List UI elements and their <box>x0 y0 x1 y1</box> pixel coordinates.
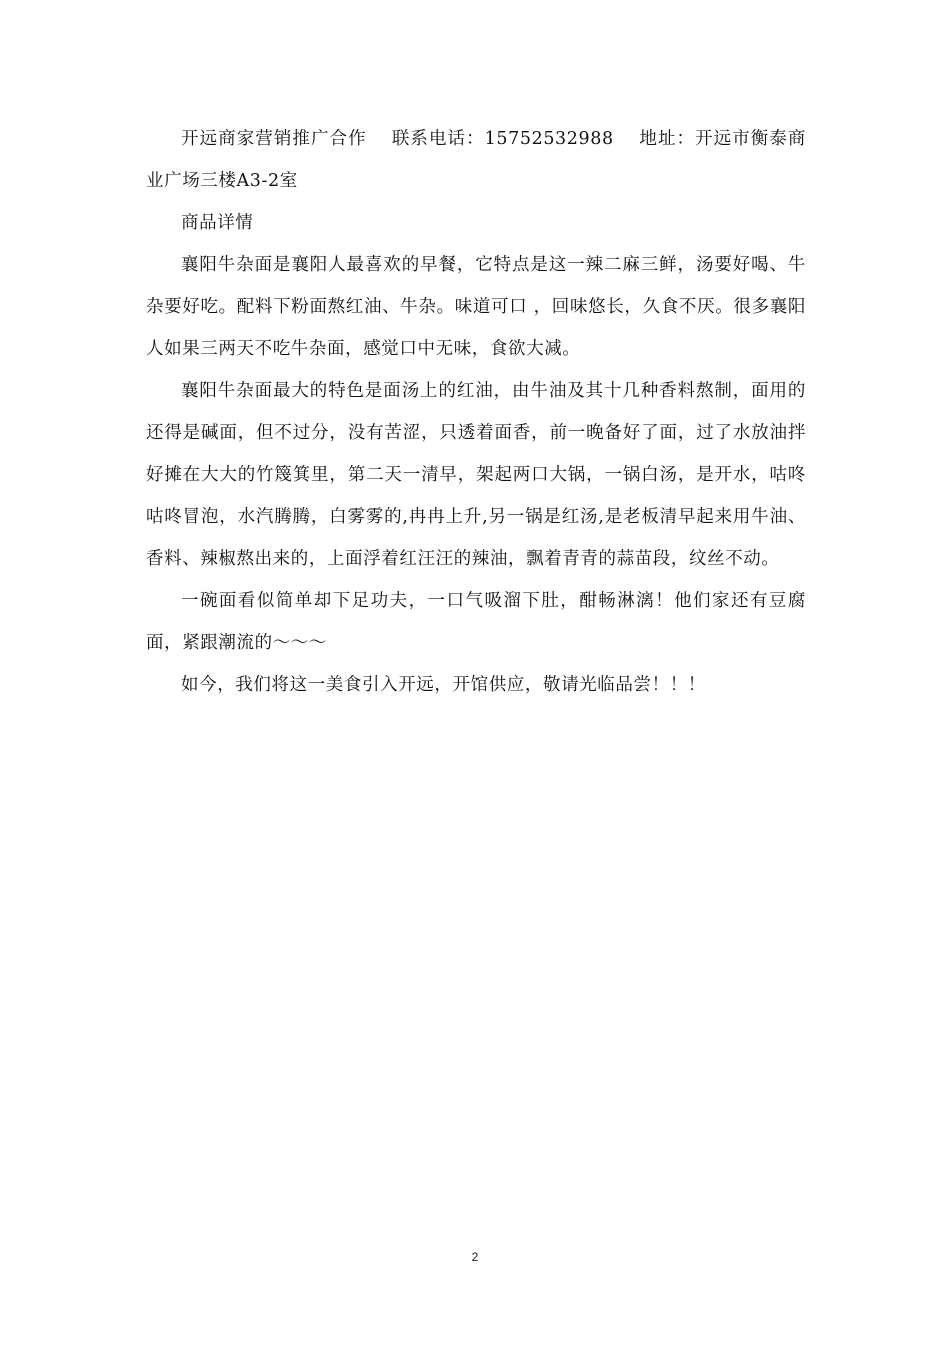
body-paragraph: 一碗面看似简单却下足功夫，一口气吸溜下肚，酣畅淋漓！他们家还有豆腐面，紧跟潮流的～～～ <box>146 591 806 653</box>
section-heading: 商品详情 <box>181 213 254 233</box>
body-paragraph: 襄阳牛杂面是襄阳人最喜欢的早餐，它特点是这一辣二麻三鲜，汤要好喝、牛杂要好吃。配料下粉面熬红油、牛杂。味道可口 ，回味悠长，久食不厌。很多襄阳人如果三两天不吃牛杂面，感觉口中无味，食欲大减。 <box>146 255 806 359</box>
body-paragraph: 襄阳牛杂面最大的特色是面汤上的红油，由牛油及其十几种香料熬制，面用的还得是碱面，但不过分，没有苦涩，只透着面香，前一晚备好了面，过了水放油拌好摊在大大的竹篾箕里，第二天一清早，架起两口大锅，一锅白汤，是开水，咕咚咕咚冒泡，水汽腾腾，白雾雾的,冉冉上升,另一锅是红汤,是老板清早起来用牛油、香料、辣椒熬出来的，上面浮着红汪汪的辣油，飘着青青的蒜苗段，纹丝不动。 <box>146 381 806 569</box>
document-body <box>146 118 806 706</box>
body-paragraph: 如今，我们将这一美食引入开远，开馆供应，敬请光临品尝！！！ <box>181 675 706 695</box>
page-number: 2 <box>471 1250 479 1264</box>
contact-paragraph: 开远商家营销推广合作 联系电话：15752532988 地址：开远市衡泰商业广场三楼A3-2室 <box>146 129 806 191</box>
